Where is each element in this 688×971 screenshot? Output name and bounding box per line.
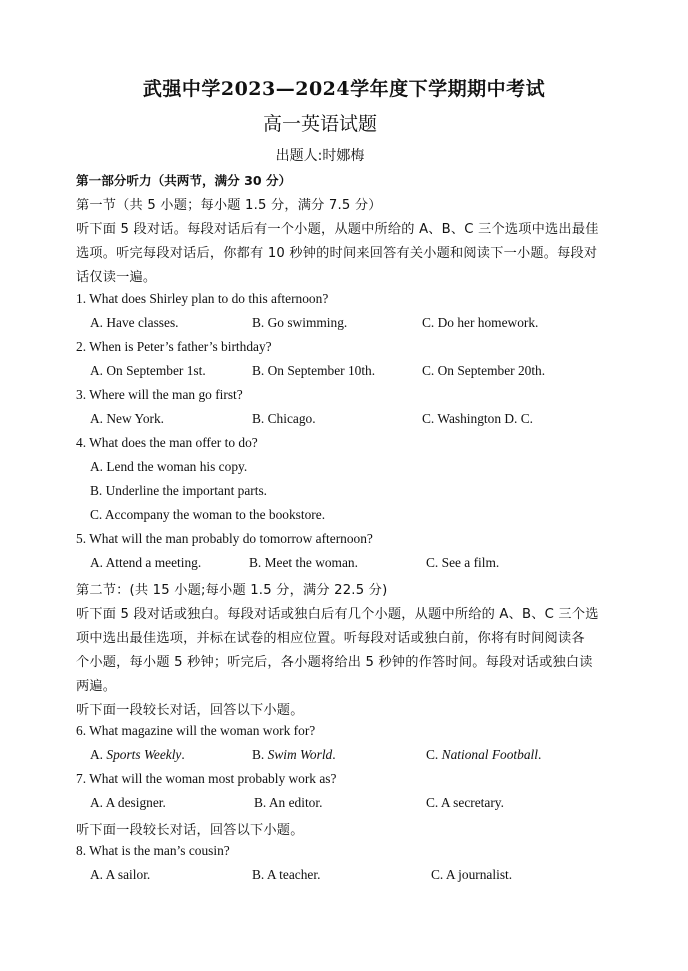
exam-title: 武强中学2023—2024学年度下学期期中考试 <box>142 78 546 100</box>
question-3-option-a: A. New York. <box>90 411 165 426</box>
question-4-option-a: A. Lend the woman his copy. <box>90 459 248 474</box>
section1-heading: 第一节（共 5 小题；每小题 1.5 分，满分 7.5 分） <box>76 198 382 213</box>
question-5-option-c: C. See a film. <box>426 555 500 570</box>
question-4-option-c: C. Accompany the woman to the bookstore. <box>90 507 326 522</box>
section1-instruction-line: 听下面 5 段对话。每段对话后有一个小题，从题中所给的 A、B、C 三个选项中选出最佳 <box>76 222 599 237</box>
question-3-option-c: C. Washington D. C. <box>422 411 534 426</box>
question-1-option-a: A. Have classes. <box>90 315 179 330</box>
question-5-option-a: A. Attend a meeting. <box>90 555 202 570</box>
long-dialogue-intro: 听下面一段较长对话，回答以下小题。 <box>76 703 304 718</box>
section2-instruction-line: 听下面 5 段对话或独白。每段对话或独白后有几个小题，从题中所给的 A、B、C 三个选 <box>76 607 599 622</box>
part1-heading: 第一部分听力（共两节，满分 30 分） <box>76 173 292 188</box>
long-dialogue-intro: 听下面一段较长对话，回答以下小题。 <box>76 823 304 838</box>
option-period: . <box>332 747 336 762</box>
question-8-option-c: C. A journalist. <box>431 867 513 882</box>
question-7-option-c: C. A secretary. <box>426 795 504 810</box>
option-letter: A. <box>90 747 107 762</box>
question-4-option-b: B. Underline the important parts. <box>90 483 268 498</box>
question-7-option-b: B. An editor. <box>254 795 323 810</box>
exam-subtitle: 高一英语试题 <box>262 113 377 135</box>
option-text: National Football <box>441 747 538 762</box>
question-8-option-a: A. A sailor. <box>90 867 151 882</box>
question-2-option-a: A. On September 1st. <box>90 363 206 378</box>
question-8-stem: 8. What is the man’s cousin? <box>76 843 230 858</box>
question-6-stem: 6. What magazine will the woman work for? <box>76 723 316 738</box>
question-3-stem: 3. Where will the man go first? <box>76 387 243 402</box>
section2-heading: 第二节：(共 15 小题;每小题 1.5 分，满分 22.5 分) <box>76 583 388 598</box>
question-1-stem: 1. What does Shirley plan to do this afternoon? <box>76 291 329 306</box>
option-letter: B. <box>252 747 268 762</box>
question-7-stem: 7. What will the woman most probably work as? <box>76 771 337 786</box>
question-6-option-c <box>426 747 541 763</box>
question-4-stem: 4. What does the man offer to do? <box>76 435 258 450</box>
question-7-option-a: A. A designer. <box>90 795 166 810</box>
question-1-option-c: C. Do her homework. <box>422 315 539 330</box>
question-2-stem: 2. When is Peter’s father’s birthday? <box>76 339 272 354</box>
section1-instruction-line: 选项。听完每段对话后，你都有 10 秒钟的时间来回答有关小题和阅读下一小题。每段对 <box>76 246 598 261</box>
option-text: Sports Weekly <box>106 747 182 762</box>
question-3-option-b: B. Chicago. <box>252 411 316 426</box>
section2-instruction-line: 两遍。 <box>76 679 117 694</box>
section2-instruction-line: 项中选出最佳选项，并标在试卷的相应位置。听每段对话或独白前，你将有时间阅读各 <box>76 631 585 646</box>
question-1-option-b: B. Go swimming. <box>252 315 348 330</box>
question-6-option-a <box>90 747 185 763</box>
question-8-option-b: B. A teacher. <box>252 867 321 882</box>
option-period: . <box>537 747 542 762</box>
question-setter: 出题人:时娜梅 <box>275 148 365 164</box>
section2-instruction-line: 个小题，每小题 5 秒钟；听完后，各小题将给出 5 秒钟的作答时间。每段对话或独白读 <box>76 655 593 670</box>
question-2-option-c: C. On September 20th. <box>422 363 546 378</box>
question-5-option-b: B. Meet the woman. <box>249 555 358 570</box>
question-2-option-b: B. On September 10th. <box>252 363 376 378</box>
question-6-option-b <box>252 747 336 763</box>
option-text: Swim World <box>267 747 333 762</box>
question-5-stem: 5. What will the man probably do tomorrow afternoon? <box>76 531 373 546</box>
option-letter: C. <box>426 747 442 762</box>
option-period: . <box>181 747 185 762</box>
section1-instruction-line: 话仅读一遍。 <box>76 270 157 285</box>
